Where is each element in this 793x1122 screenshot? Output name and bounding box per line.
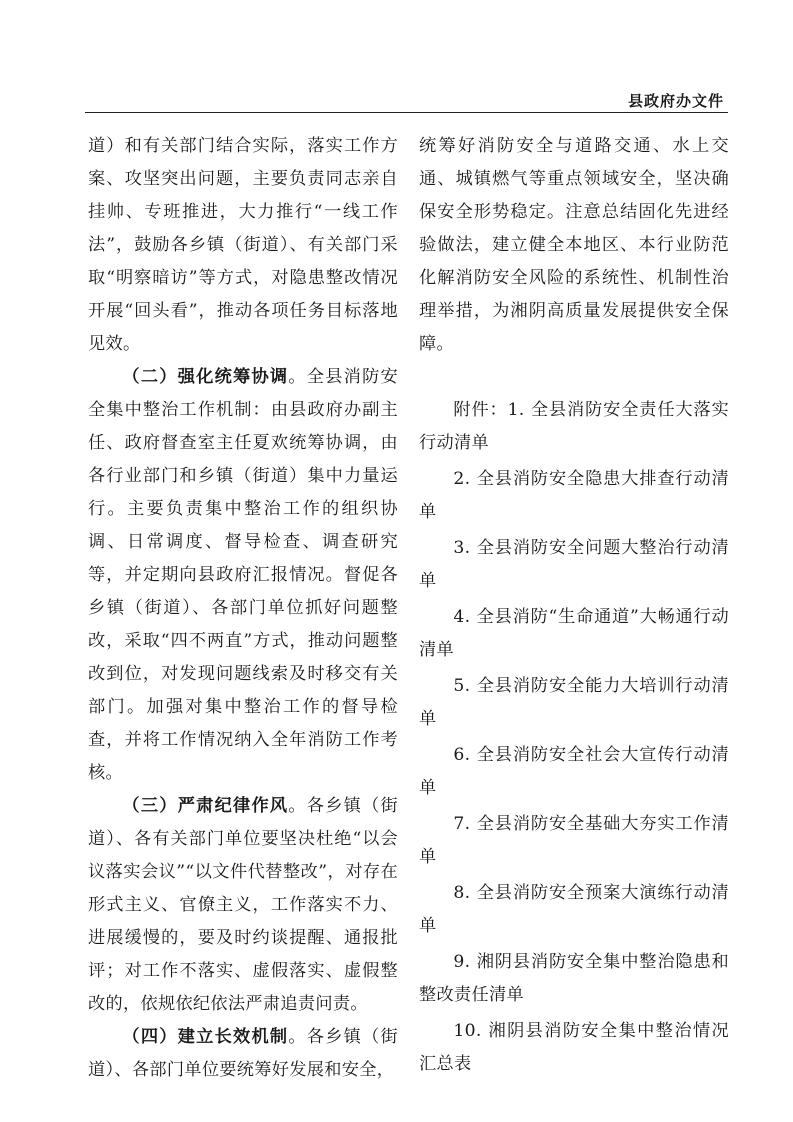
right-paragraph-1: 统筹好消防安全与道路交通、水上交通、城镇燃气等重点领域安全，坚决确保安全形势稳定。注意总结固化先进经验做法，建立健全本地区、本行业防范化解消防安全风险的系统性、机制性治理举措，为湘阴高质量发展提供安全保障。 — [419, 136, 729, 354]
header-title: 县政府办文件 — [627, 92, 724, 110]
attachment-item: 2. 全县消防安全隐患大排查行动清单 — [419, 469, 729, 522]
section-2-paragraph — [88, 361, 398, 790]
left-column — [88, 130, 398, 1087]
attachment-item: 3. 全县消防安全问题大整治行动清单 — [419, 538, 729, 591]
attachment-item: 7. 全县消防安全基础大夯实工作清单 — [419, 814, 729, 867]
attachment-item: 附件：1. 全县消防安全责任大落实行动清单 — [419, 400, 729, 453]
attachment-item: 8. 全县消防安全预案大演练行动清单 — [419, 883, 729, 936]
section-3-text: 。各乡镇（街道）、各有关部门单位要坚决杜绝“以会议落实会议”“以文件代替整改”，对存在形式主义、官僚主义，工作落实不力、进展缓慢的，要及时约谈提醒、通报批评；对工作不落实、虚假落实、虚假整改的，依规依纪依法严肃追责问责。 — [88, 796, 398, 1014]
right-column — [419, 130, 729, 1084]
section-4-text: 。各乡镇（街道）、各部门单位要统筹好发展和安全， — [88, 1027, 398, 1080]
left-paragraph-1: 道）和有关部门结合实际，落实工作方案、攻坚突出问题，主要负责同志亲自挂帅、专班推进，大力推行“一线工作法”，鼓励各乡镇（街道）、有关部门采取“明察暗访”等方式，对隐患整改情况开展“回头看”，推动各项任务目标落地见效。 — [88, 136, 398, 354]
section-3-paragraph — [88, 790, 398, 1021]
page-header — [85, 86, 728, 113]
section-4-heading: （四）建立长效机制 — [122, 1027, 289, 1047]
attachment-item: 9. 湘阴县消防安全集中整治隐患和整改责任清单 — [419, 952, 729, 1005]
section-4-paragraph — [88, 1021, 398, 1087]
section-3-heading: （三）严肃纪律作风 — [122, 796, 289, 816]
attachment-item: 10. 湘阴县消防安全集中整治情况汇总表 — [419, 1021, 729, 1074]
attachment-item: 5. 全县消防安全能力大培训行动清单 — [419, 676, 729, 729]
attachment-item: 6. 全县消防安全社会大宣传行动清单 — [419, 745, 729, 798]
attachment-item: 4. 全县消防“生命通道”大畅通行动清单 — [419, 607, 729, 660]
section-2-heading: （二）强化统筹协调 — [122, 367, 289, 387]
section-2-text: 。全县消防安全集中整治工作机制：由县政府办副主任、政府督查室主任夏欢统筹协调，由各行业部门和乡镇（街道）集中力量运行。主要负责集中整治工作的组织协调、日常调度、督导检查、调查研究等，并定期向县政府汇报情况。督促各乡镇（街道）、各部门单位抓好问题整改，采取“四不两直”方式，推动问题整改到位，对发现问题线索及时移交有关部门。加强对集中整治工作的督导检查，并将工作情况纳入全年消防工作考核。 — [88, 367, 398, 783]
